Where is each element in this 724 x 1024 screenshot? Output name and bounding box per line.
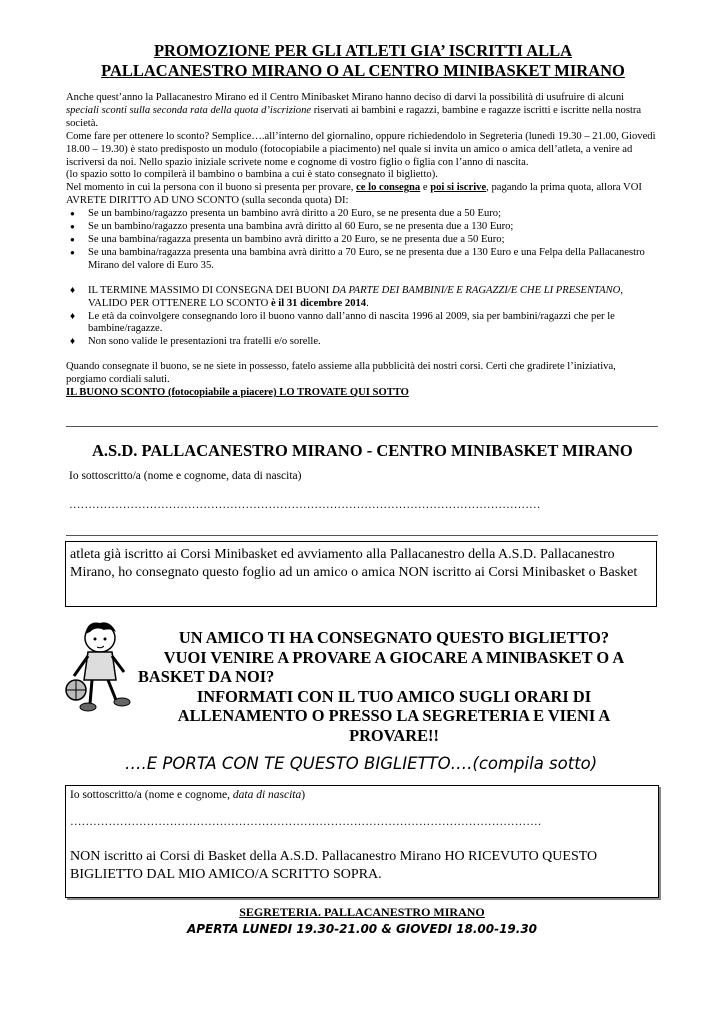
list-item bbox=[70, 310, 658, 337]
bullet-icon: ● bbox=[70, 247, 75, 257]
label-text: Io sottoscritto/a (nome e cognome, bbox=[70, 789, 233, 801]
athlete-declaration-box: atleta già iscritto ai Corsi Minibasket ed avviamento alla Pallacanestro della A.S.D. Pallacanestro Mirano, ho consegnato questo foglio ad un amico o amica NON iscritto ai Corsi Minibasket o Basket bbox=[65, 541, 657, 607]
friend-declaration-box bbox=[65, 785, 659, 898]
promo-line: PROVARE!! bbox=[349, 725, 439, 745]
diamond-bullet-icon: ♦ bbox=[70, 284, 76, 296]
label-text: ) bbox=[301, 789, 306, 801]
promo-message bbox=[138, 628, 650, 745]
bullet-icon: ● bbox=[70, 222, 75, 232]
rule-text: . bbox=[366, 297, 369, 309]
intro-text: Anche quest’anno la Pallacanestro Mirano ed il Centro Minibasket Mirano hanno deciso di darvi la possibilità di usufruire di alcuni bbox=[66, 92, 625, 103]
label-italic: data di nascita bbox=[232, 789, 302, 801]
intro-italic: speciali sconti sulla seconda rata della quota d’iscrizione bbox=[66, 104, 312, 116]
promo-line: BASKET DA NOI? bbox=[138, 667, 275, 686]
bullet-icon: ● bbox=[70, 234, 75, 244]
intro-text: e bbox=[420, 182, 431, 194]
rule-text: , VALIDO PER OTTENERE LO SCONTO bbox=[88, 284, 623, 309]
opening-hours: APERTA LUNEDI 19.30-21.00 & GIOVEDI 18.00-19.30 bbox=[186, 922, 538, 936]
name-field-dots-2[interactable]: …………………………………………………………………………………………………………… bbox=[70, 816, 542, 828]
rule-italic: DA PARTE DEI BAMBINI/E E RAGAZZI/E CHE LI PRESENTANO bbox=[331, 284, 621, 296]
form-label-2 bbox=[70, 789, 654, 801]
friend-declaration-text: NON iscritto ai Corsi di Basket della A.S.D. Pallacanestro Mirano HO RICEVUTO QUESTO BIGLIETTO DAL MIO AMICO/A SCRITTO SOPRA. bbox=[70, 849, 598, 882]
rule-text: IL TERMINE MASSIMO DI CONSEGNA DEI BUONI bbox=[88, 284, 332, 296]
rule-deadline: è il 31 dicembre 2014 bbox=[270, 297, 367, 309]
closing-paragraph: Quando consegnate il buono, se ne siete in possesso, fatelo assieme alla pubblicità dei nostri corsi. Certi che gradirete l’iniziativa, porgiamo cordiali saluti. bbox=[66, 361, 616, 386]
intro-text: Nel momento in cui la persona con il buono si presenta per provare, bbox=[66, 182, 357, 194]
intro-paragraph-4 bbox=[66, 182, 658, 208]
list-item bbox=[70, 208, 658, 221]
list-item-text: Se una bambina/ragazza presenta un bambino avrà diritto a 20 Euro, se ne presenta due a 50 Euro; bbox=[88, 233, 505, 245]
list-item-text: Se un bambino/ragazzo presenta un bambino avrà diritto a 20 Euro, se ne presenta due a 50 Euro; bbox=[88, 208, 502, 220]
form-label-1: Io sottoscritto/a (nome e cognome, data di nascita) bbox=[69, 470, 302, 482]
coupon-title: A.S.D. PALLACANESTRO MIRANO - CENTRO MINIBASKET MIRANO bbox=[92, 441, 633, 460]
title-line-1: PROMOZIONE PER GLI ATLETI GIA’ ISCRITTI ALLA bbox=[153, 41, 573, 60]
segreteria-title: SEGRETERIA. PALLACANESTRO MIRANO bbox=[239, 905, 485, 919]
promo-line: INFORMATI CON IL TUO AMICO SUGLI ORARI DI bbox=[196, 686, 592, 706]
intro-paragraph-3: (lo spazio sotto lo compilerà il bambino o bambina a cui è stato consegnato il biglietto). bbox=[66, 169, 438, 181]
bring-ticket-note: ….E PORTA CON TE QUESTO BIGLIETTO….(compila sotto) bbox=[125, 754, 598, 773]
bullet-icon: ● bbox=[70, 209, 75, 219]
list-item bbox=[70, 221, 658, 234]
list-item-text: Se una bambina/ragazza presenta una bambina avrà diritto a 70 Euro, se ne presenta due a 130 Euro e una Felpa della Pallacanestro Mirano del valore di Euro 35. bbox=[88, 246, 645, 271]
list-item bbox=[70, 233, 658, 247]
buono-text: IL BUONO SCONTO (fotocopiabile a piacere) LO TROVATE QUI SOTTO bbox=[66, 387, 409, 399]
basketball-kid-icon bbox=[60, 618, 140, 718]
list-item bbox=[70, 284, 658, 311]
intro-text: , pagando la prima quota, allora VOI AVRETE DIRITTO AD UNO SCONTO (sulla seconda quota) DI: bbox=[66, 182, 642, 207]
promo-line: VUOI VENIRE A PROVARE A GIOCARE A MINIBASKET O A bbox=[163, 647, 625, 667]
underline-text: poi si iscrive bbox=[430, 182, 487, 194]
rule-text: Le età da coinvolgere consegnando loro il buono vanno dall’anno di nascita 1996 al 2009, sia per bambini/ragazzi che per le bambine/ragazze. bbox=[88, 310, 615, 335]
buono-note bbox=[66, 387, 658, 400]
divider bbox=[66, 535, 658, 536]
title-line-2: PALLACANESTRO MIRANO O AL CENTRO MINIBASKET MIRANO bbox=[101, 61, 625, 80]
promo-line: ALLENAMENTO O PRESSO LA SEGRETERIA E VIENI A bbox=[177, 706, 611, 725]
intro-text: riservati ai bambini e ragazzi, bambine e ragazze iscritti e iscritte nella nostra società. bbox=[66, 104, 642, 129]
divider bbox=[66, 426, 658, 427]
list-item bbox=[70, 246, 658, 273]
list-item bbox=[70, 336, 658, 349]
intro-section bbox=[66, 92, 658, 400]
promo-line: UN AMICO TI HA CONSEGNATO QUESTO BIGLIETTO? bbox=[178, 628, 610, 647]
page-title bbox=[66, 41, 660, 81]
discount-list bbox=[66, 208, 658, 273]
rules-list bbox=[66, 285, 658, 350]
name-field-dots-1[interactable]: …………………………………………………………………………………………………………… bbox=[69, 499, 541, 511]
diamond-bullet-icon: ♦ bbox=[70, 310, 76, 322]
rule-text: Non sono valide le presentazioni tra fratelli e/o sorelle. bbox=[88, 336, 321, 348]
underline-text: ce lo consegna bbox=[356, 182, 421, 194]
diamond-bullet-icon: ♦ bbox=[70, 336, 76, 348]
intro-paragraph-1 bbox=[66, 92, 658, 131]
list-item-text: Se un bambino/ragazzo presenta una bambina avrà diritto al 60 Euro, se ne presenta due a 130 Euro; bbox=[88, 221, 514, 233]
intro-paragraph-2: Come fare per ottenere lo sconto? Semplice….all’interno del giornalino, oppure richiedendolo in Segreteria (lunedì 19.30 – 21.00, Giovedì 18.00 – 19.30) è stato predisposto un modulo (fotocopiabile a piacimento) nel quale si invita un amico o amica dell’atleta, a venire ad iscriversi da noi. Nello spazio iniziale scrivete nome e cognome di vostro figlio o figlia con l’anno di nascita. bbox=[66, 130, 656, 168]
